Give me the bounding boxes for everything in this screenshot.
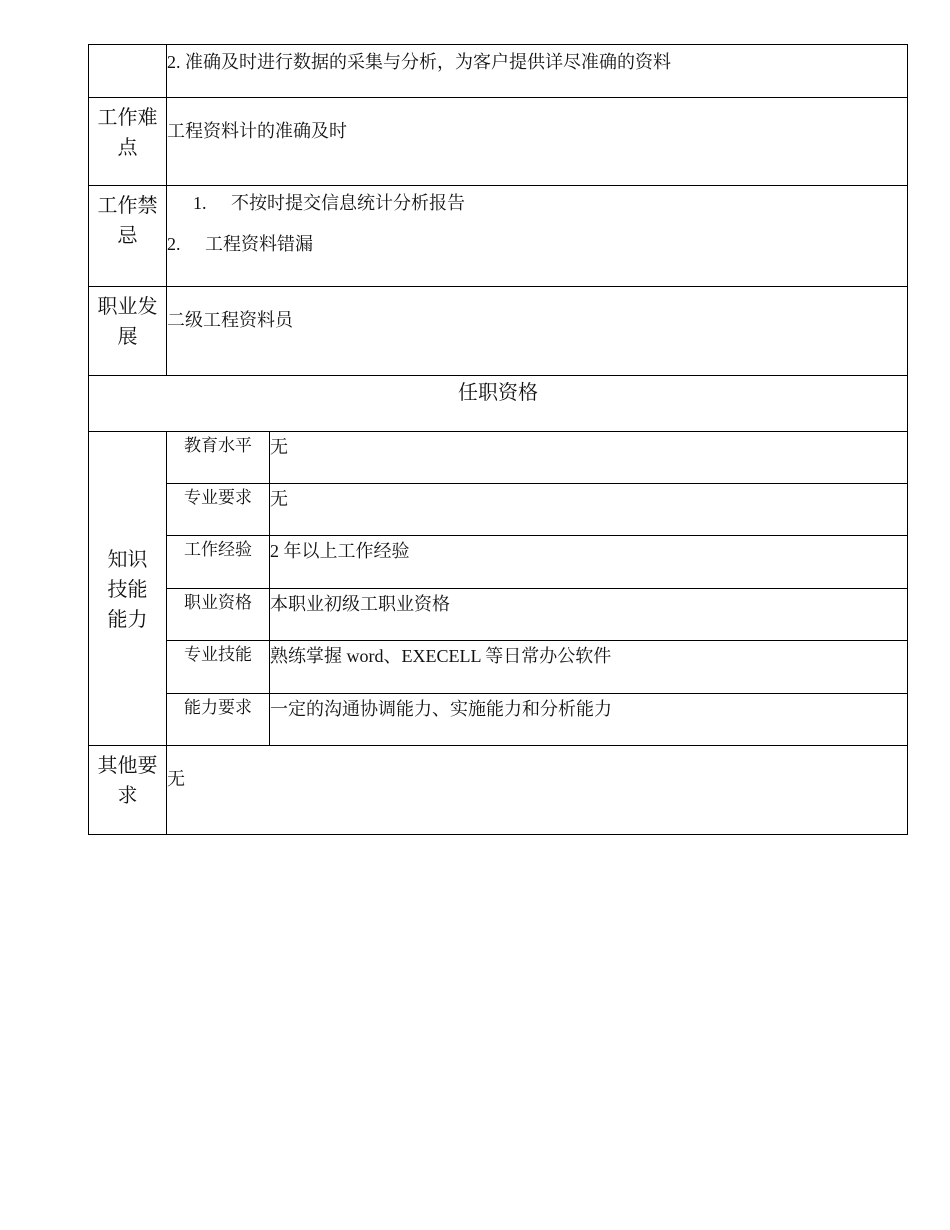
taboo-label: 工作禁忌 <box>89 186 167 287</box>
knowledge-row <box>89 641 908 694</box>
knowledge-item-label: 工作经验 <box>167 536 270 589</box>
difficulty-label: 工作难点 <box>89 98 167 186</box>
other-row <box>89 746 908 835</box>
taboo-item <box>167 192 907 215</box>
qualification-header-row <box>89 376 908 432</box>
difficulty-row <box>89 98 908 186</box>
empty-label-cell <box>89 45 167 98</box>
knowledge-item-label: 专业要求 <box>167 484 270 536</box>
knowledge-row <box>89 484 908 536</box>
taboo-item-text: 工程资料错漏 <box>205 233 313 254</box>
knowledge-item-label: 专业技能 <box>167 641 270 694</box>
knowledge-row <box>89 694 908 746</box>
taboo-list <box>167 186 908 287</box>
knowledge-item-value: 熟练掌握 word、EXECELL 等日常办公软件 <box>270 641 908 694</box>
knowledge-item-label: 能力要求 <box>167 694 270 746</box>
knowledge-label <box>89 432 167 746</box>
knowledge-row <box>89 589 908 641</box>
knowledge-item-value: 无 <box>270 484 908 536</box>
knowledge-row <box>89 432 908 484</box>
knowledge-item-value: 2 年以上工作经验 <box>270 536 908 589</box>
knowledge-row <box>89 536 908 589</box>
knowledge-item-value: 本职业初级工职业资格 <box>270 589 908 641</box>
difficulty-text: 工程资料计的准确及时 <box>167 98 908 186</box>
taboo-item-text: 不按时提交信息统计分析报告 <box>231 193 465 213</box>
knowledge-item-label: 教育水平 <box>167 432 270 484</box>
career-text: 二级工程资料员 <box>167 287 908 376</box>
duty-continuation-row <box>89 45 908 98</box>
taboo-row <box>89 186 908 287</box>
career-row <box>89 287 908 376</box>
taboo-item-number: 2. <box>167 233 181 254</box>
duty-item-2: 2. 准确及时进行数据的采集与分析，为客户提供详尽准确的资料 <box>167 45 908 98</box>
other-text: 无 <box>167 746 908 835</box>
knowledge-label-text: 知识技能能力 <box>107 546 148 631</box>
job-description-table <box>88 44 908 835</box>
knowledge-item-value: 一定的沟通协调能力、实施能力和分析能力 <box>270 694 908 746</box>
career-label: 职业发展 <box>89 287 167 376</box>
qualification-title: 任职资格 <box>89 376 908 432</box>
knowledge-item-value: 无 <box>270 432 908 484</box>
knowledge-item-label: 职业资格 <box>167 589 270 641</box>
taboo-item <box>167 233 907 256</box>
other-label: 其他要求 <box>89 746 167 835</box>
taboo-item-number: 1. <box>193 193 207 213</box>
